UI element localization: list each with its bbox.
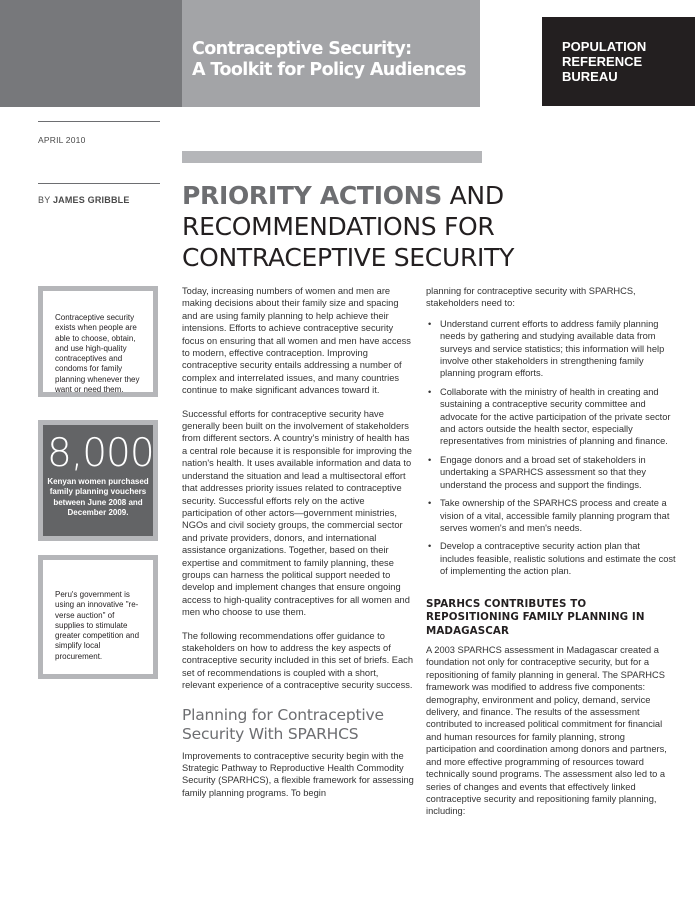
list-item: • Take ownership of the SPARHCS process and create a vision of a vital, accessible family planning program that serves women's and men's needs. bbox=[426, 497, 676, 534]
section-intro-part-1: Improvements to contraceptive security begin with the Strategic Pathway to Reproductive Health Commodity Security (SPARHCS), a flexible framework for assessing family planning programs. To begin bbox=[182, 750, 414, 798]
definition-text: Contraceptive security exists when people are able to choose, obtain, and use high-quality contraceptives and condoms for family planning whenever they want or need them. bbox=[55, 313, 140, 395]
list-item: • Engage donors and a broad set of stakeholders in undertaking a SPARHCS assessment so that they understand the process and support the findings. bbox=[426, 454, 676, 491]
section-intro-part-2: planning for contraceptive security with SPARHCS, stakeholders need to: bbox=[426, 286, 636, 309]
list-item: • Collaborate with the ministry of health in creating and sustaining a contraceptive security committee and advocate for the active participation of the private sector and actors outside the health sector, especially representatives from ministries of planning and finance. bbox=[426, 386, 676, 448]
peru-note-text: Peru's government is using an innovative "re-verse auction" of supplies to stimulate greater competition and simplify local procurement. bbox=[55, 590, 140, 661]
peru-callout bbox=[38, 555, 158, 679]
body-column-middle bbox=[182, 285, 414, 801]
list-item: • Understand current efforts to address family planning needs by gathering and studying available data from surveys and service statistics; this information will help involve other stakeholders in strengthening family planning program efforts. bbox=[426, 318, 676, 380]
list-item: • Develop a contraceptive security action plan that includes feasible, realistic solutions and estimate the cost of implementing the action plan. bbox=[426, 540, 676, 577]
title-line-3: CONTRACEPTIVE SECURITY bbox=[182, 243, 515, 272]
title-strong: PRIORITY ACTIONS bbox=[182, 181, 442, 210]
stat-callout bbox=[38, 420, 158, 541]
title-accent-bar bbox=[182, 151, 482, 163]
title-line-1-rest: AND bbox=[441, 181, 504, 210]
publication-date: APRIL 2010 bbox=[38, 135, 86, 145]
body-column-right bbox=[426, 285, 676, 829]
title-line-2: RECOMMENDATIONS FOR bbox=[182, 212, 495, 241]
definition-callout bbox=[38, 286, 158, 397]
header-dark-block bbox=[0, 0, 182, 107]
case-study-text: A 2003 SPARHCS assessment in Madagascar created a foundation not only for contraceptive security, but for a repositioning of family planning in general. The SPARHCS framework was modified to address five components: demography, environment and policy, demand, service delivery, and finance. The results of the assessment contributed to increased political commitment for financial and human resources for family planning, strong participation and coordination among donors and partners, and more effective programming of resources toward technically sound programs. The assessment also led to a series of changes and events that effectively linked contraceptive security and repositioning family planning, including: bbox=[426, 645, 667, 817]
byline-prefix: BY bbox=[38, 195, 53, 205]
byline-rule bbox=[38, 183, 160, 184]
stakeholders-paragraph: Successful efforts for contraceptive security have generally been built on the involvement of stakeholders from different sectors. A country's ministry of health has a central role because it is responsible for improving the nation's health. It uses available information and data to understand the situation and lead a multisectoral effort that addresses priority issues related to contraceptive security. Successful efforts rely on the active participation of other actors—government ministries, NGOs and civil society groups, the commercial sector and private providers, donors, and international assistance organizations. Together, based on their expertise and commitment to family planning, these groups can harness the political support needed to develop and implement changes that ensure ongoing access to high-quality contraceptives for all women and men who choose to use them. bbox=[182, 408, 412, 618]
case-study-heading: SPARHCS CONTRIBUTES TO REPOSITIONING FAMILY PLANNING IN MADAGASCAR bbox=[426, 597, 645, 637]
publisher-line-1: POPULATION bbox=[562, 39, 647, 54]
byline bbox=[38, 195, 130, 205]
publisher-name bbox=[562, 39, 646, 84]
intro-paragraph: Today, increasing numbers of women and men are making decisions about their family size and spacing and are using family planning to help achieve their intensions. Efforts to achieve contraceptive security focus on ensuring that all women and men have access to modern, effective contraception. Improving contraceptive security entails addressing a number of complex and interrelated issues, and many countries continue to make significant advances toward it. bbox=[182, 286, 411, 396]
series-title-line-1: Contraceptive Security: bbox=[192, 39, 412, 59]
section-heading-sparhcs: Planning for Contraceptive Security With SPARHCS bbox=[182, 705, 384, 743]
publisher-line-2: REFERENCE bbox=[562, 54, 643, 69]
series-title-line-2: A Toolkit for Policy Audiences bbox=[192, 60, 466, 80]
publisher-line-3: BUREAU bbox=[562, 69, 618, 84]
action-list bbox=[426, 318, 676, 578]
page-title bbox=[182, 180, 514, 273]
series-title bbox=[192, 39, 466, 81]
stat-value: 8,000 bbox=[47, 431, 154, 476]
author-name: JAMES GRIBBLE bbox=[52, 195, 130, 205]
stat-caption: Kenyan women purchased family planning vouchers between June 2008 and December 2009. bbox=[47, 477, 149, 517]
date-rule bbox=[38, 121, 160, 122]
recommendations-paragraph: The following recommendations offer guidance to stakeholders on how to address the key aspects of contraceptive security included in this set of briefs. Each set of recommendations is coupled with a short, relevant experience of a contraceptive security success. bbox=[182, 630, 413, 691]
publisher-logo bbox=[542, 17, 695, 106]
